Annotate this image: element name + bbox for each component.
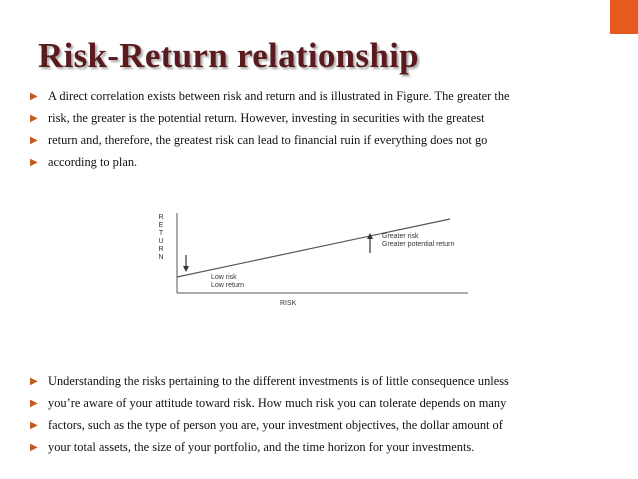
bullet-item xyxy=(30,372,509,394)
risk-return-figure xyxy=(150,205,480,315)
bullet-item xyxy=(30,153,510,175)
y-axis-letter: T xyxy=(158,230,164,237)
bullet-item xyxy=(30,438,509,460)
y-axis-letter: N xyxy=(158,254,164,261)
low-risk-label: Low risk xyxy=(211,274,237,281)
triangle-right-icon: ▶ xyxy=(30,135,38,146)
corner-accent-marker xyxy=(610,0,638,34)
low-return-label: Low return xyxy=(211,282,245,289)
bullet-item xyxy=(30,87,510,109)
bullet-list-bottom xyxy=(30,372,509,460)
slide-title: Risk-Return relationship xyxy=(38,36,419,75)
bullet-text: you’re aware of your attitude toward risk. How much risk you can tolerate depends on many xyxy=(48,396,507,410)
bullet-item xyxy=(30,109,510,131)
triangle-right-icon: ▶ xyxy=(30,442,38,453)
triangle-right-icon: ▶ xyxy=(30,91,38,102)
bullet-text: Understanding the risks pertaining to the different investments is of little consequence unless xyxy=(48,374,509,388)
high-risk-label: Greater risk xyxy=(382,233,419,240)
down-arrow-head xyxy=(183,266,189,272)
bullet-text: your total assets, the size of your portfolio, and the time horizon for your investments. xyxy=(48,440,475,454)
bullet-text: according to plan. xyxy=(48,155,138,169)
bullet-text: A direct correlation exists between risk and return and is illustrated in Figure. The greater the xyxy=(48,89,510,103)
bullet-text: factors, such as the type of person you are, your investment objectives, the dollar amount of xyxy=(48,418,503,432)
y-axis-letter: E xyxy=(158,222,164,229)
y-axis-letter: R xyxy=(158,214,164,221)
bullet-text: return and, therefore, the greatest risk can lead to financial ruin if everything does not go xyxy=(48,133,488,147)
y-axis-letter: U xyxy=(158,238,164,245)
x-axis-label: RISK xyxy=(280,300,297,307)
triangle-right-icon: ▶ xyxy=(30,157,38,168)
triangle-right-icon: ▶ xyxy=(30,376,38,387)
triangle-right-icon: ▶ xyxy=(30,398,38,409)
y-axis-letter: R xyxy=(158,246,164,253)
triangle-right-icon: ▶ xyxy=(30,420,38,431)
high-return-label: Greater potential return xyxy=(382,241,455,248)
bullet-item xyxy=(30,131,510,153)
bullet-list-top xyxy=(30,87,510,175)
bullet-item xyxy=(30,416,509,438)
risk-return-line xyxy=(177,219,450,277)
triangle-right-icon: ▶ xyxy=(30,113,38,124)
bullet-item xyxy=(30,394,509,416)
bullet-text: risk, the greater is the potential return. However, investing in securities with the greatest xyxy=(48,111,485,125)
